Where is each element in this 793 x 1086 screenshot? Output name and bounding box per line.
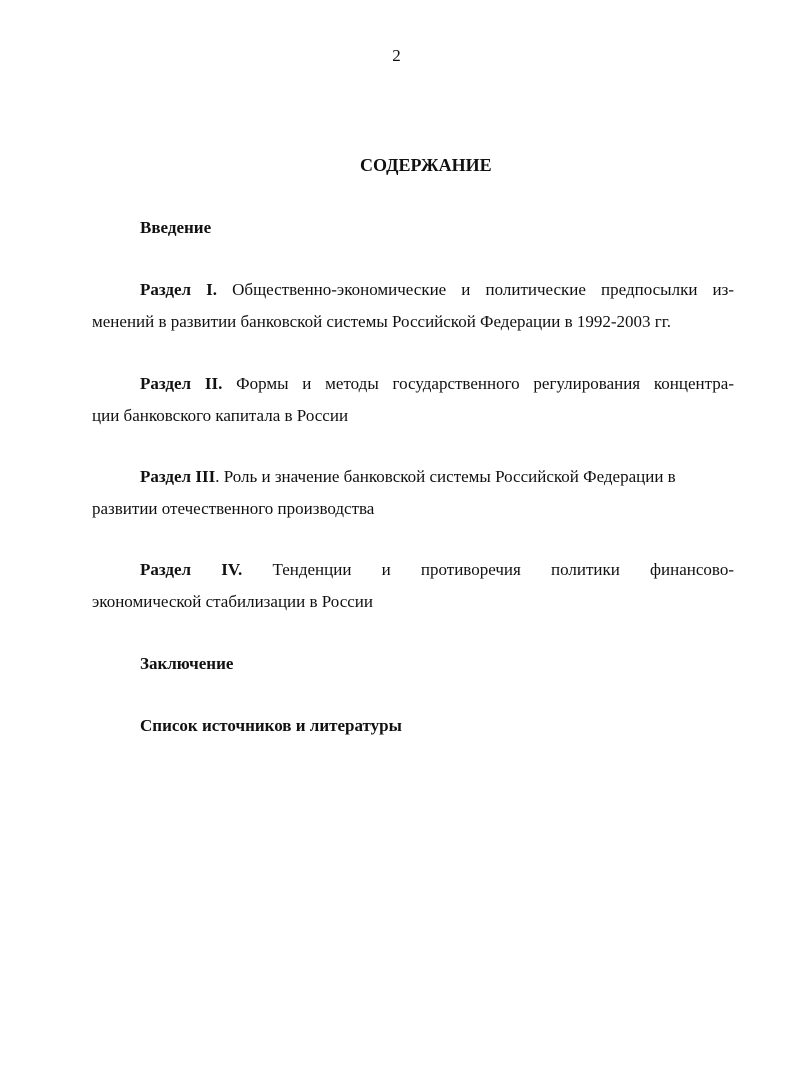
section-4-text-line2: экономической стабилизации в России xyxy=(92,592,374,611)
toc-item-section-1 xyxy=(92,274,734,338)
section-1-text-line1: Общественно-экономические и политические предпосылки из- xyxy=(232,280,734,299)
section-2-label: Раздел II. xyxy=(140,374,223,393)
section-4-text-line1: Тенденции и противоречия политики финансово- xyxy=(272,560,735,579)
section-1-first-line xyxy=(92,274,734,306)
section-2-text-line1: Формы и методы государственного регулирования концентра- xyxy=(236,374,734,393)
section-1-label: Раздел I. xyxy=(140,280,218,299)
section-1-text-line2: менений в развитии банковской системы Российской Федерации в 1992-2003 гг. xyxy=(92,312,672,331)
section-4-first-line xyxy=(92,554,734,586)
section-3-first-line xyxy=(92,461,734,493)
section-3-label: Раздел III xyxy=(140,467,216,486)
toc-item-section-4 xyxy=(92,554,734,618)
section-2-text-line2: ции банковского капитала в России xyxy=(92,406,349,425)
section-3-text-line1: . Роль и значение банковской системы Российской Федерации в xyxy=(215,467,676,486)
section-2-first-line xyxy=(92,368,734,400)
section-3-text-line2: развитии отечественного производства xyxy=(92,499,375,518)
toc-item-introduction: Введение xyxy=(140,218,212,237)
toc-item-section-3 xyxy=(92,461,734,525)
toc-item-conclusion: Заключение xyxy=(140,654,234,673)
toc-item-sources: Список источников и литературы xyxy=(140,716,402,735)
toc-item-section-2 xyxy=(92,368,734,432)
page-title: СОДЕРЖАНИЕ xyxy=(360,155,492,175)
page-number: 2 xyxy=(392,46,401,65)
section-4-label: Раздел IV. xyxy=(140,560,243,579)
